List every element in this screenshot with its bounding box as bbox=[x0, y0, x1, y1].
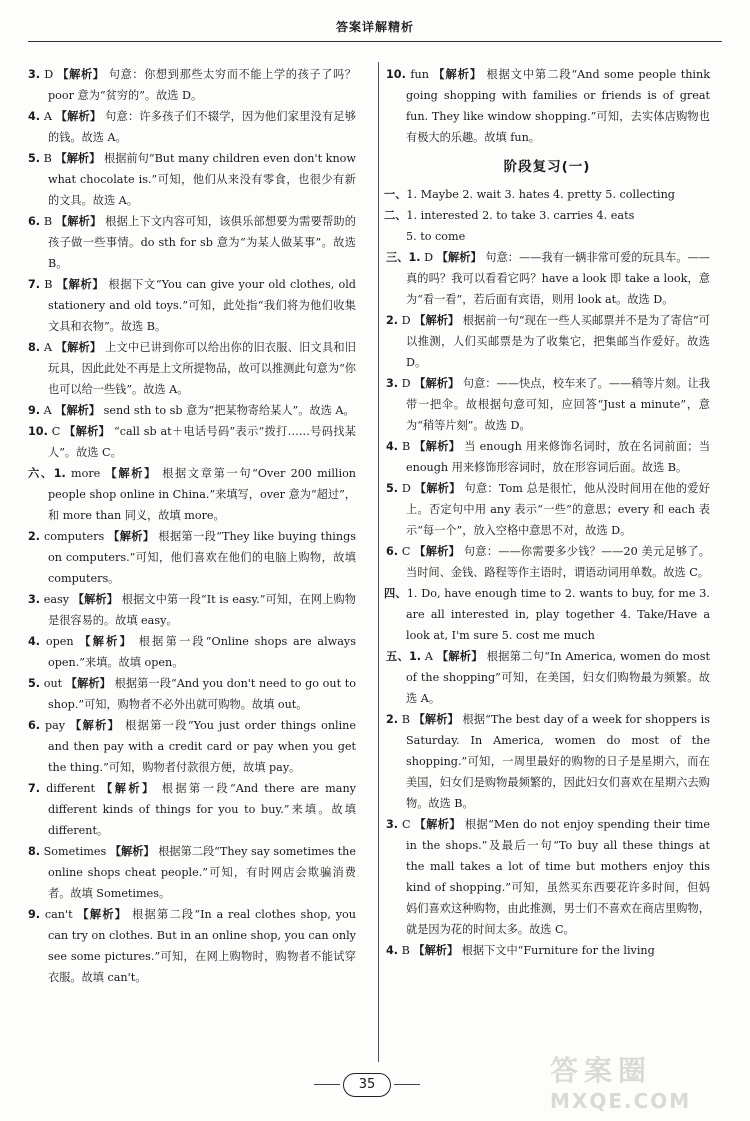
answer-number: 3. bbox=[28, 593, 41, 606]
answer-choice: D bbox=[424, 251, 434, 264]
analysis-tag: 【解析】 bbox=[436, 251, 482, 264]
answer-choice: B bbox=[401, 713, 410, 726]
answer-number: 7. bbox=[28, 782, 41, 795]
answer-item bbox=[26, 841, 356, 904]
analysis-tag: 【解析】 bbox=[109, 845, 155, 858]
answer-item bbox=[26, 400, 356, 421]
answer-item bbox=[384, 940, 710, 961]
analysis-text: 根据第一段“You just order things online and then pay with a credit card or pay when you get the thing.”可知，购物者付款很方便，故填 pay。 bbox=[48, 719, 357, 774]
answer-choice: D bbox=[401, 377, 411, 390]
analysis-tag: 【解析】 bbox=[105, 467, 157, 480]
answer-number: 三、1. bbox=[386, 251, 421, 264]
answer-number: 8. bbox=[28, 341, 41, 354]
answer-number: 8. bbox=[28, 845, 41, 858]
answer-item bbox=[384, 373, 710, 436]
analysis-tag: 【解析】 bbox=[55, 404, 101, 417]
column-divider bbox=[378, 62, 379, 1062]
answer-choice: A bbox=[43, 404, 52, 417]
analysis-text: 根据文中第二段“And some people think going shopping with families or friends is of great fun. They like window shopping.”可知，去实体店购物也有极大的乐趣。故填 fun。 bbox=[406, 68, 710, 144]
section-two-line2: 5. to come bbox=[406, 230, 466, 243]
answer-item bbox=[384, 478, 710, 541]
analysis-tag: 【解析】 bbox=[414, 377, 460, 390]
answer-choice: fun bbox=[410, 68, 429, 81]
analysis-tag: 【解析】 bbox=[65, 677, 111, 690]
analysis-tag: 【解析】 bbox=[436, 650, 483, 663]
section-four-text: 1. Do, have enough time to 2. wants to buy, for me 3. are all interested in, play together 4. Take/Have a look at, I'm sure 5. cost me much bbox=[406, 587, 710, 642]
analysis-text: 根据下文中“Furniture for the living bbox=[461, 944, 655, 957]
analysis-text: 根据第一段“And there are many different kinds of things for you to buy.”来填。故填 different。 bbox=[48, 782, 356, 837]
answer-choice: C bbox=[51, 425, 61, 438]
analysis-text: 句意：——你需要多少钱？——20 美元足够了。当时间、金钱、路程等作主语时，谓语动词用单数。故选 C。 bbox=[406, 545, 710, 579]
answer-number: 10. bbox=[386, 68, 406, 81]
answer-number: 9. bbox=[28, 404, 41, 417]
analysis-tag: 【解析】 bbox=[414, 440, 461, 453]
answer-choice: B bbox=[43, 152, 52, 165]
answer-choice: B bbox=[401, 944, 410, 957]
analysis-text: 根据第一段“And you don't need to go out to shop.”可知，购物者不必外出就可购物。故填 out。 bbox=[48, 677, 356, 711]
answer-choice: easy bbox=[43, 593, 70, 606]
analysis-tag: 【解析】 bbox=[55, 215, 102, 228]
answer-item bbox=[26, 106, 356, 148]
page-header-title: 答案详解精析 bbox=[335, 20, 414, 34]
answer-number: 3. bbox=[28, 68, 41, 81]
section-two-answers bbox=[384, 205, 710, 247]
watermark-line1: 答案圈 bbox=[550, 1054, 653, 1087]
answer-item bbox=[26, 904, 356, 988]
analysis-tag: 【解析】 bbox=[413, 713, 459, 726]
answer-choice: can't bbox=[44, 908, 73, 921]
page-number: 35 bbox=[343, 1073, 391, 1097]
answer-item bbox=[26, 463, 356, 526]
answer-choice: open bbox=[45, 635, 74, 648]
analysis-tag: 【解析】 bbox=[70, 719, 121, 732]
answer-number: 4. bbox=[28, 635, 41, 648]
answer-item bbox=[384, 814, 710, 940]
answer-item bbox=[26, 673, 356, 715]
answer-number: 5. bbox=[386, 482, 399, 495]
answer-number: 5. bbox=[28, 677, 41, 690]
analysis-text: 上文中已讲到你可以给出你的旧衣服、旧文具和旧玩具，因此此处不再是上文所提物品，故可以推测此句意为“你也可以给一些钱”。故选 A。 bbox=[48, 341, 356, 396]
analysis-tag: 【解析】 bbox=[101, 782, 156, 795]
analysis-tag: 【解析】 bbox=[79, 635, 133, 648]
analysis-text: 根据第二句“In America, women do most of the shopping”可知，在美国，妇女们购物最为频繁。故选 A。 bbox=[406, 650, 710, 705]
analysis-tag: 【解析】 bbox=[414, 545, 461, 558]
answer-choice: D bbox=[401, 314, 411, 327]
answer-number: 4. bbox=[386, 440, 399, 453]
answer-item bbox=[384, 64, 710, 148]
analysis-text: 句意：你想到那些太穷而不能上学的孩子了吗？poor 意为“贫穷的”。故选 D。 bbox=[48, 68, 356, 102]
answer-choice: C bbox=[402, 818, 411, 831]
analysis-text: 根据第二段“In a real clothes shop, you can try on clothes. But in an online shop, you can only see some pictures.”可知，在网上购物时，购物者不能试穿衣服。故填 can't。 bbox=[48, 908, 356, 984]
answer-number: 5. bbox=[28, 152, 41, 165]
analysis-text: “call sb at＋电话号码”表示“拨打……号码找某人”。故选 C。 bbox=[48, 425, 356, 459]
analysis-text: 根据下文“You can give your old clothes, old stationery and old toys.”可知，此处指“我们将为他们收集文具和衣物”。故选 B。 bbox=[48, 278, 356, 333]
answer-item bbox=[26, 64, 356, 106]
analysis-text: 根据上下文内容可知，该俱乐部想要为需要帮助的孩子做一些事情。do sth for sb 意为“为某人做某事”。故选 B。 bbox=[48, 215, 356, 270]
section-four-answers bbox=[384, 583, 710, 646]
answer-number: 3. bbox=[386, 377, 399, 390]
answer-number: 2. bbox=[28, 530, 41, 543]
answer-choice: B bbox=[44, 278, 53, 291]
section-two-prefix: 二、 bbox=[384, 209, 407, 222]
answer-choice: B bbox=[43, 215, 53, 228]
answer-item bbox=[384, 436, 710, 478]
watermark-line2: MXQE.COM bbox=[550, 1089, 692, 1113]
answer-item bbox=[384, 247, 710, 310]
right-column bbox=[384, 64, 710, 961]
left-column bbox=[26, 64, 356, 988]
analysis-tag: 【解析】 bbox=[77, 908, 128, 921]
answer-choice: A bbox=[43, 341, 52, 354]
answer-choice: out bbox=[43, 677, 63, 690]
answer-item bbox=[26, 589, 356, 631]
analysis-tag: 【解析】 bbox=[55, 110, 102, 123]
analysis-text: send sth to sb 意为“把某物寄给某人”。故选 A。 bbox=[103, 404, 355, 417]
analysis-tag: 【解析】 bbox=[433, 68, 482, 81]
analysis-tag: 【解析】 bbox=[57, 68, 105, 81]
section-four-prefix: 四、 bbox=[384, 587, 407, 600]
answer-item bbox=[26, 211, 356, 274]
analysis-text: 根据文中第一段“It is easy.”可知，在网上购物是很容易的。故填 easy。 bbox=[48, 593, 356, 627]
analysis-text: 根据前一句“现在一些人买邮票并不是为了寄信”可以推测，人们买邮票是为了收集它，把集邮当作爱好。故选 D。 bbox=[406, 314, 710, 369]
watermark-logo bbox=[550, 1049, 740, 1113]
analysis-text: 根据文章第一句“Over 200 million people shop online in China.”来填写，over 意为“超过”，和 more than 同义，故填 more。 bbox=[48, 467, 357, 522]
answer-item bbox=[26, 526, 356, 589]
answer-item bbox=[26, 148, 356, 211]
answer-number: 7. bbox=[28, 278, 41, 291]
answer-number: 4. bbox=[28, 110, 41, 123]
analysis-text: 句意：——快点，校车来了。——稍等片刻。让我带一把伞。故根据句意可知，应回答“Just a minute”，意为“稍等片刻”。故选 D。 bbox=[406, 377, 710, 432]
answer-number: 6. bbox=[386, 545, 399, 558]
analysis-text: 句意：——我有一辆非常可爱的玩具车。——真的吗？我可以看看它吗？have a look 即 take a look，意为“看一看”，若后面有宾语，则用 look at。故选 D。 bbox=[406, 251, 710, 306]
answer-choice: computers bbox=[44, 530, 105, 543]
section-five-list bbox=[384, 646, 710, 961]
analysis-text: 当 enough 用来修饰名词时，放在名词前面；当 enough 用来修饰形容词时，放在形容词后面。故选 B。 bbox=[406, 440, 711, 474]
answer-item bbox=[384, 310, 710, 373]
analysis-tag: 【解析】 bbox=[56, 278, 105, 291]
answer-number: 3. bbox=[386, 818, 399, 831]
answer-number: 10. bbox=[28, 425, 48, 438]
answer-choice: A bbox=[424, 650, 433, 663]
answer-number: 6. bbox=[28, 719, 41, 732]
analysis-text: 句意：Tom 总是很忙，他从没时间用在他的爱好上。否定句中用 any 表示“一些”的意思；every 和 each 表示“每一个”，放入空格中意思不对，故选 D。 bbox=[406, 482, 710, 537]
right-top-list bbox=[384, 64, 710, 148]
left-answer-list bbox=[26, 64, 356, 988]
answer-choice: more bbox=[70, 467, 101, 480]
section-title: 阶段复习(一) bbox=[503, 159, 591, 175]
answer-item bbox=[26, 421, 356, 463]
analysis-text: 句意：许多孩子们不辍学，因为他们家里没有足够的钱。故选 A。 bbox=[48, 110, 356, 144]
answer-number: 五、1. bbox=[386, 650, 422, 663]
answer-number: 六、1. bbox=[28, 467, 66, 480]
answer-number: 6. bbox=[28, 215, 41, 228]
answer-item bbox=[384, 709, 710, 814]
analysis-text: 根据前句“But many children even don't know what chocolate is.”可知，他们从来没有零食，也很少有新的文具。故选 A。 bbox=[48, 152, 356, 207]
answer-item bbox=[26, 337, 356, 400]
answer-choice: A bbox=[43, 110, 52, 123]
analysis-tag: 【解析】 bbox=[414, 314, 460, 327]
answer-item bbox=[384, 541, 710, 583]
answer-item bbox=[26, 778, 356, 841]
answer-number: 2. bbox=[386, 713, 399, 726]
answer-choice: D bbox=[401, 482, 411, 495]
analysis-text: 根据第一段“Online shops are always open.”来填。故填 open。 bbox=[48, 635, 356, 669]
answer-item bbox=[26, 715, 356, 778]
section-three-list bbox=[384, 247, 710, 583]
answer-choice: pay bbox=[44, 719, 66, 732]
analysis-tag: 【解析】 bbox=[108, 530, 155, 543]
answer-choice: Sometimes bbox=[43, 845, 107, 858]
analysis-text: 根据第一段“They like buying things on computers.”可知，他们喜欢在他们的电脑上购物，故填 computers。 bbox=[48, 530, 356, 585]
analysis-text: 根据“Men do not enjoy spending their time in the shops.”及最后一句“To buy all these things at the mall takes a lot of time but mothers enjoy this kind of shopping.”可知，虽然买东西要花许多时间，但妈妈们喜欢这种购物，由此推测，男士们不喜欢在商店里购物，就是因为花的时间太多。故选 C。 bbox=[406, 818, 710, 936]
section-one-text: 1. Maybe 2. wait 3. hates 4. pretty 5. collecting bbox=[406, 188, 675, 201]
analysis-text: 根据“The best day of a week for shoppers is Saturday. In America, women do most of the shopping.”可知，一周里最好的购物的日子是星期六，而在美国，妇女们是购物最频繁的，因此妇女们喜欢在星期六去购物。故选 B。 bbox=[406, 713, 710, 810]
analysis-tag: 【解析】 bbox=[72, 593, 119, 606]
analysis-tag: 【解析】 bbox=[413, 944, 459, 957]
section-one-answers bbox=[384, 184, 710, 205]
analysis-tag: 【解析】 bbox=[414, 482, 461, 495]
answer-choice: B bbox=[401, 440, 411, 453]
analysis-tag: 【解析】 bbox=[414, 818, 461, 831]
answer-item bbox=[384, 646, 710, 709]
analysis-tag: 【解析】 bbox=[55, 341, 102, 354]
answer-number: 2. bbox=[386, 314, 399, 327]
answer-number: 4. bbox=[386, 944, 399, 957]
header-rule bbox=[28, 41, 722, 42]
analysis-tag: 【解析】 bbox=[64, 425, 111, 438]
analysis-tag: 【解析】 bbox=[55, 152, 101, 165]
answer-choice: C bbox=[401, 545, 411, 558]
analysis-text: 根据第二段“They say sometimes the online shops cheat people.”可知，有时网店会欺骗消费者。故填 Sometimes。 bbox=[48, 845, 356, 900]
answer-number: 9. bbox=[28, 908, 41, 921]
section-two-line1: 1. interested 2. to take 3. carries 4. eats bbox=[406, 209, 635, 222]
section-one-prefix: 一、 bbox=[384, 188, 407, 201]
answer-choice: D bbox=[44, 68, 54, 81]
answer-choice: different bbox=[46, 782, 96, 795]
answer-item bbox=[26, 274, 356, 337]
answer-item bbox=[26, 631, 356, 673]
